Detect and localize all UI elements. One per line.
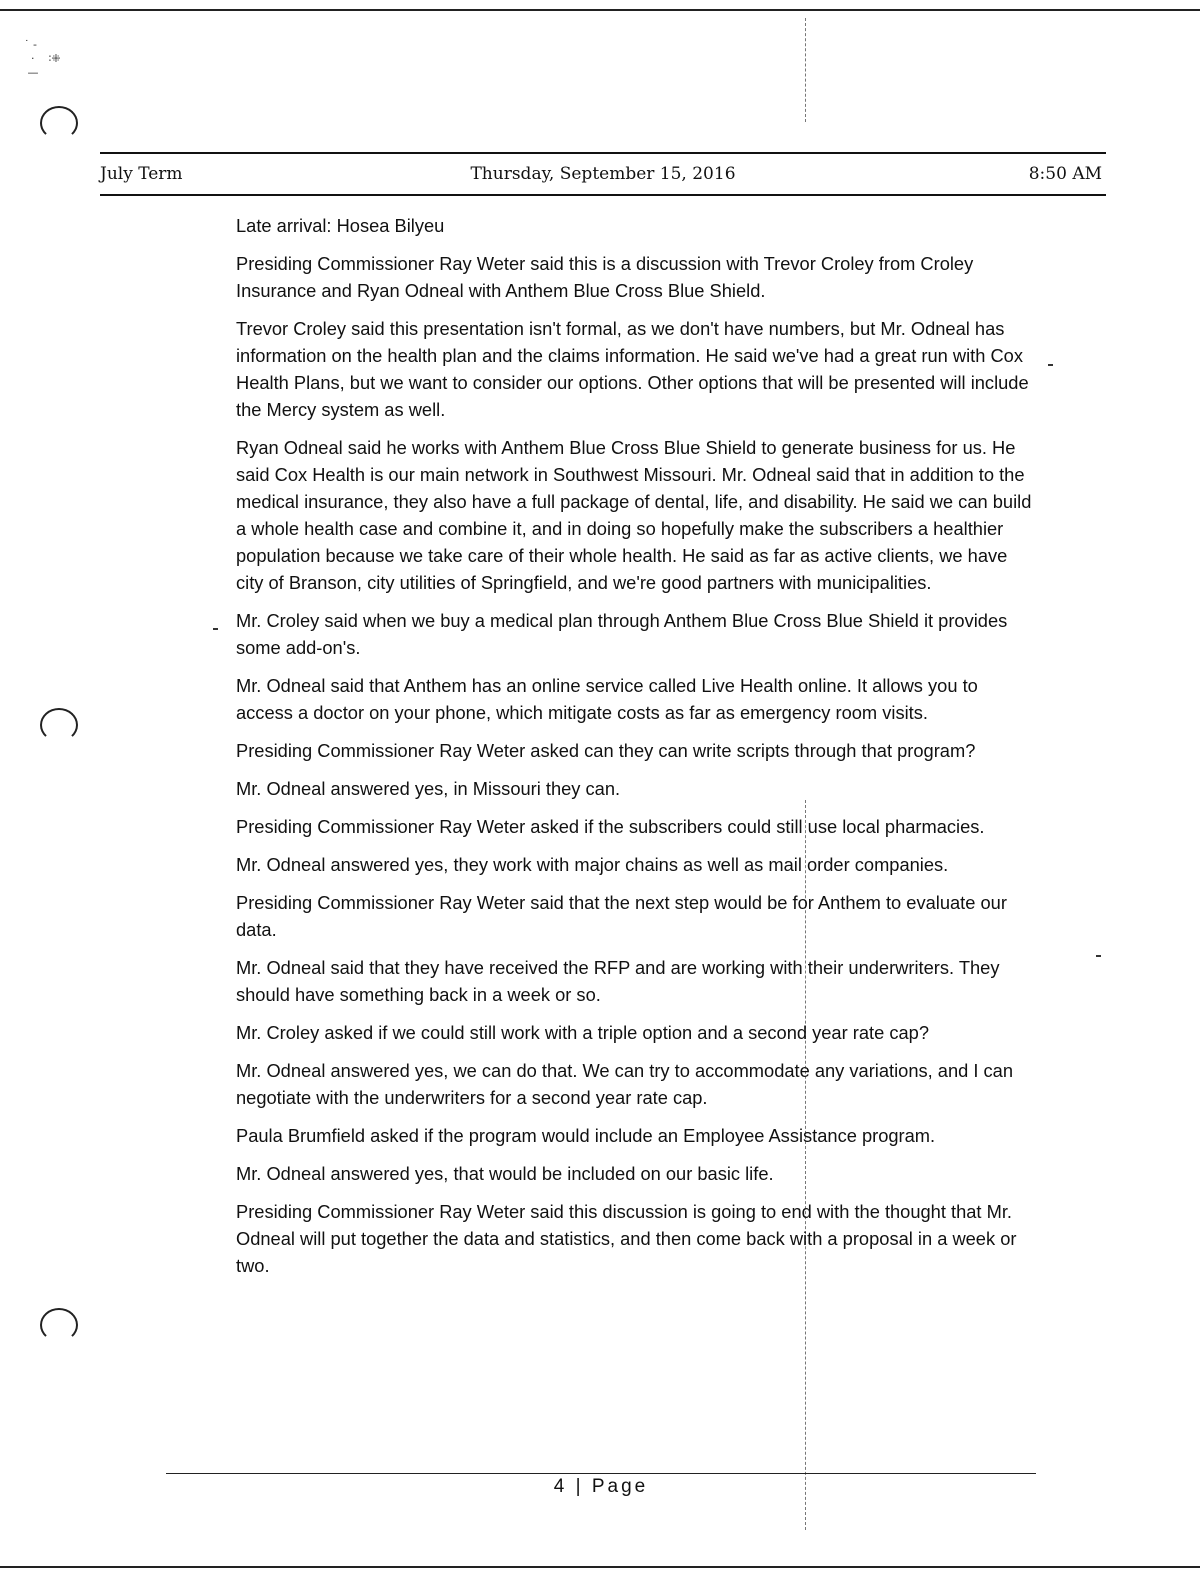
- paragraph: Mr. Odneal said that Anthem has an online service called Live Health online. It allows you to access a doctor on your phone, which mitigate costs as far as emergency room visits.: [236, 675, 978, 723]
- paragraph: Mr. Odneal answered yes, that would be included on our basic life.: [236, 1163, 774, 1184]
- paragraph: Presiding Commissioner Ray Weter asked if the subscribers could still use local pharmacies.: [236, 816, 985, 837]
- paragraph: Paula Brumfield asked if the program would include an Employee Assistance program.: [236, 1125, 936, 1146]
- paragraph: Mr. Croley said when we buy a medical plan through Anthem Blue Cross Blue Shield it provides some add-on's.: [236, 610, 1008, 658]
- paragraph: Presiding Commissioner Ray Weter said that the next step would be for Anthem to evaluate our data.: [236, 892, 1007, 940]
- punch-hole-icon: [40, 1308, 78, 1342]
- header-date: Thursday, September 15, 2016: [470, 164, 736, 184]
- minutes-body: [236, 212, 1036, 1290]
- paragraph: Trevor Croley said this presentation isn't formal, as we don't have numbers, but Mr. Odneal has information on the health plan and the claims information. He said we've had a great run with Cox Health Plans, but we want to consider our options. Other options that will be presented will include the Mercy system as well.: [236, 318, 1029, 420]
- footer-rule: [166, 1473, 1036, 1474]
- paragraph: Mr. Odneal said that they have received the RFP and are working with their underwriters. They should have something back in a week or so.: [236, 957, 1000, 1005]
- page-number: 4 | Page: [553, 1476, 649, 1497]
- scan-dot: [1096, 955, 1101, 957]
- paragraph: Mr. Odneal answered yes, they work with major chains as well as mail order companies.: [236, 854, 949, 875]
- punch-hole-icon: [40, 106, 78, 140]
- scan-specks: ˙ ‐ · ∶⁜ —: [24, 38, 61, 79]
- scan-edge-bottom: [0, 1566, 1200, 1568]
- paragraph: Mr. Odneal answered yes, we can do that. We can try to accommodate any variations, and I can negotiate with the underwriters for a second year rate cap.: [236, 1060, 1014, 1108]
- paragraph: Mr. Odneal answered yes, in Missouri they can.: [236, 778, 621, 799]
- paragraph: Mr. Croley asked if we could still work with a triple option and a second year rate cap?: [236, 1022, 929, 1043]
- page-header: [100, 152, 1106, 196]
- paragraph: Presiding Commissioner Ray Weter said this is a discussion with Trevor Croley from Croley Insurance and Ryan Odneal with Anthem Blue Cross Blue Shield.: [236, 253, 974, 301]
- scan-fold-mark: [805, 18, 806, 122]
- paragraph: Late arrival: Hosea Bilyeu: [236, 215, 445, 236]
- header-term: July Term: [100, 164, 183, 184]
- scan-dot: [1048, 364, 1053, 366]
- paragraph: Presiding Commissioner Ray Weter said this discussion is going to end with the thought that Mr. Odneal will put together the data and statistics, and then come back with a proposal in a week or two.: [236, 1201, 1017, 1276]
- scan-dot: [213, 628, 218, 630]
- scan-edge-top: [0, 9, 1200, 11]
- paragraph: Ryan Odneal said he works with Anthem Blue Cross Blue Shield to generate business for us. He said Cox Health is our main network in Southwest Missouri. Mr. Odneal said that in addition to the medical insurance, they also have a full package of dental, life, and disability. He said we can build a whole health case and combine it, and in doing so hopefully make the subscribers a healthier population because we take care of their whole health. He said as far as active clients, we have city of Branson, city utilities of Springfield, and we're good partners with municipalities.: [236, 437, 1032, 593]
- punch-hole-icon: [40, 708, 78, 742]
- paragraph: Presiding Commissioner Ray Weter asked can they can write scripts through that program?: [236, 740, 976, 761]
- header-time: 8:50 AM: [1028, 164, 1102, 184]
